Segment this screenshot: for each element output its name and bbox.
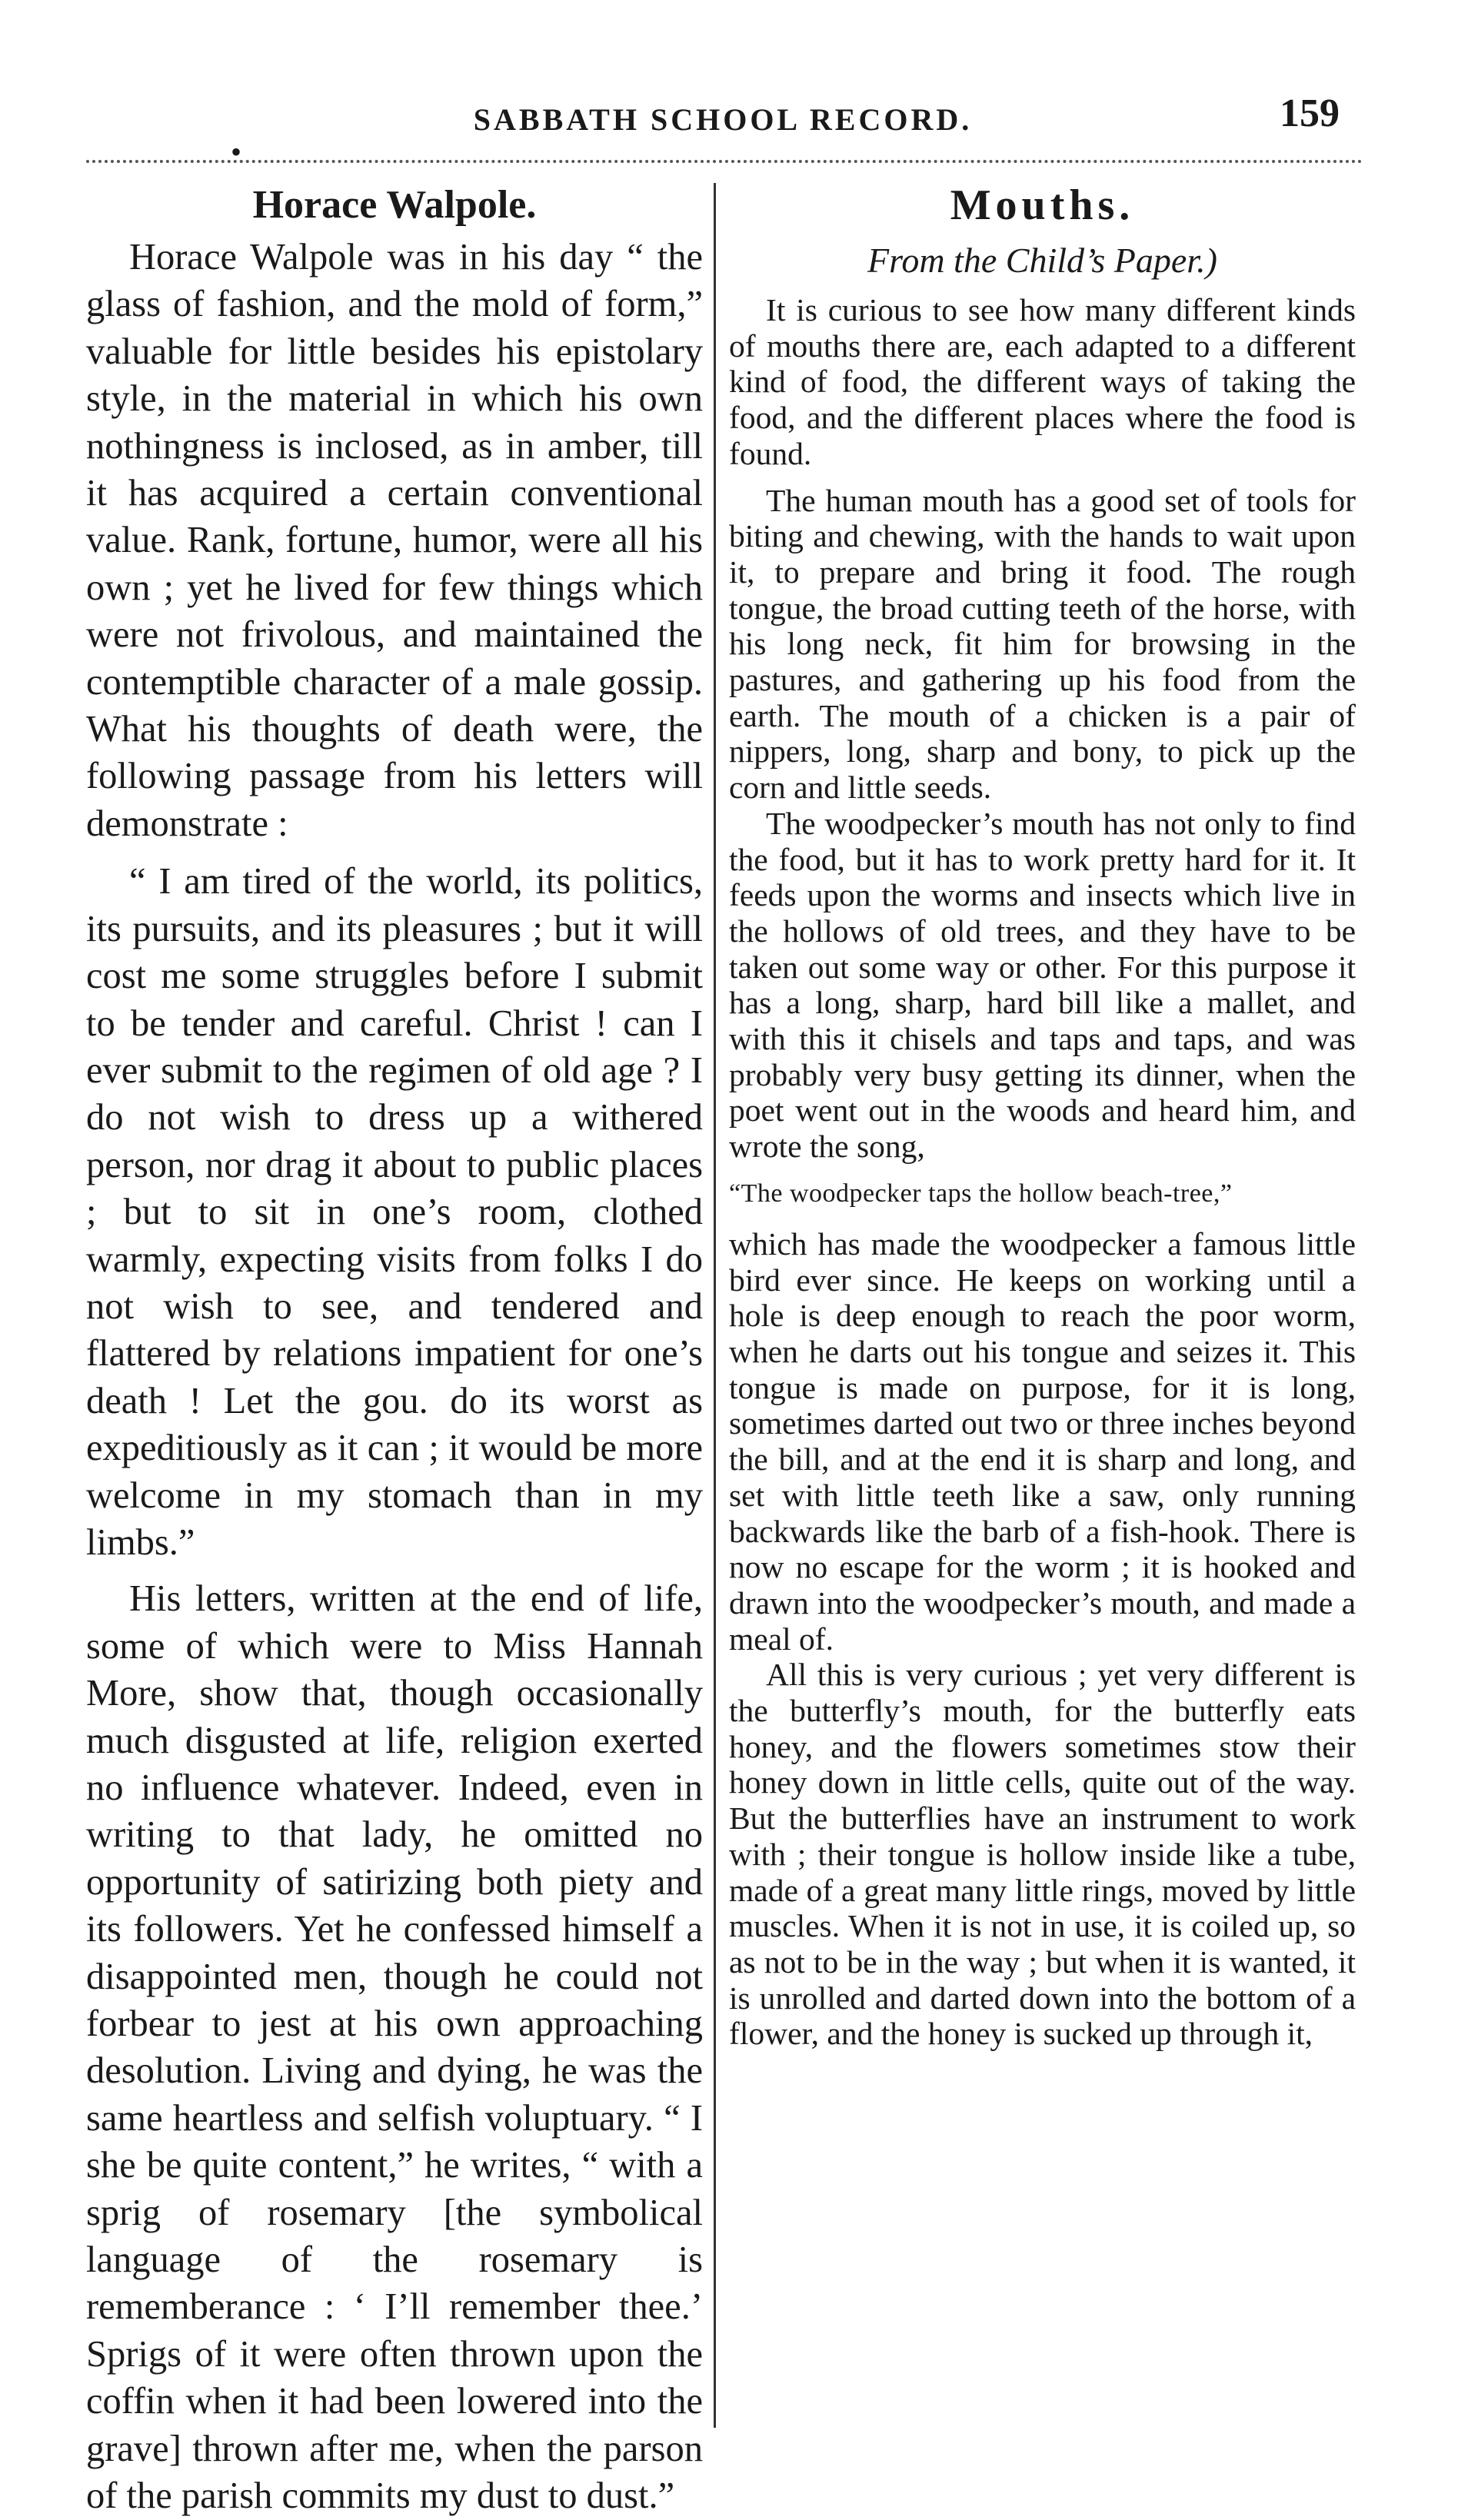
mouths-paragraph-4: which has made the woodpecker a famous little bird ever since. He keeps on working until a hole is deep enough to reach the poor worm, when he darts out his tongue and seizes it. This tongue is made on purpose, for it is long, sometimes darted out two or three inches beyond the bill, and at the end it is sharp and long, and set with little teeth like a saw, only running backwards like the barb of a fish-hook. There is now no escape for the worm ; it is hooked and drawn into the woodpecker’s mouth, and made a meal of.	[729, 1225, 1356, 1657]
left-column	[86, 178, 703, 2520]
mouths-paragraph-1: It is curious to see how many different kinds of mouths there are, each adapted to a different kind of food, the different ways of taking the food, and the different places where the food is found.	[729, 292, 1356, 471]
page-number: 159	[1280, 91, 1340, 135]
running-header	[85, 91, 1361, 169]
mouths-paragraph-3: The woodpecker’s mouth has not only to find the food, but it has to work pretty hard for it. It feeds upon the worms and insects which live in the hollows of old trees, and they have to be taken out some way or other. For this purpose it has a long, sharp, hard bill like a mallet, and with this it chisels and taps and taps, and was probably very busy getting its dinner, when the poet went out in the woods and heard him, and wrote the song,	[729, 805, 1356, 1165]
article-byline: From the Child’s Paper.)	[867, 241, 1217, 280]
walpole-paragraph-1: Horace Walpole was in his day “ the glass of fashion, and the mold of form,” valuable for little besides his epistolary style, in the material in which his own nothingness is inclosed, as in amber, till it has acquired a certain conventional value. Rank, fortune, humor, were all his own ; yet he lived for few things which were not frivolous, and maintained the contemptible character of a male gossip. What his thoughts of death were, the following passage from his letters will demonstrate :	[86, 237, 703, 844]
header-mark: •	[231, 135, 242, 169]
walpole-quote-paragraph: “ I am tired of the world, its politics, its pursuits, and its pleasures ; but it will cost me some struggles before I submit to be tender and careful. Christ ! can I ever submit to the regimen of old age ? I do not wish to dress up a withered person, nor drag it about to public places ; but to sit in one’s room, clothed warmly, expecting visits from folks I do not wish to see, and tendered and flattered by relations impatient for one’s death ! Let the gou. do its worst as expeditiously as it can ; it would be more welcome in my stomach than in my limbs.”	[86, 861, 703, 1563]
article-title-mouths: Mouths.	[950, 181, 1135, 229]
running-title: SABBATH SCHOOL RECORD.	[473, 102, 973, 137]
column-divider	[714, 183, 716, 2428]
mouths-paragraph-2: The human mouth has a good set of tools for biting and chewing, with the hands to wait upon it, to prepare and bring it food. The rough tongue, the broad cutting teeth of the horse, with his long neck, fit him for browsing in the pastures, and gathering up his food from the earth. The mouth of a chicken is a pair of nippers, long, sharp and bony, to pick up the corn and little seeds.	[729, 482, 1356, 806]
mouths-paragraph-5: All this is very curious ; yet very different is the butterfly’s mouth, for the butterfly eats honey, and the flowers sometimes stow their honey down in little cells, quite out of the way. But the butterflies have an instrument to work with ; their tongue is hollow inside like a tube, made of a great many little rings, moved by little muscles. When it is not in use, it is coiled up, so as not to be in the way ; but when it is wanted, it is unrolled and darted down into the bottom of a flower, and the honey is sucked up through it,	[729, 1657, 1356, 2052]
article-title-walpole: Horace Walpole.	[252, 183, 537, 227]
woodpecker-quote: “The woodpecker taps the hollow beach-tree,”	[729, 1179, 1233, 1208]
walpole-paragraph-3: His letters, written at the end of life, some of which were to Miss Hannah More, show that, though occasionally much disgusted at life, religion exerted no influence whatever. Indeed, even in writing to that lady, he omitted no opportunity of satirizing both piety and its followers. Yet he confessed himself a disappointed men, though he could not forbear to jest at his own approaching desolution. Living and dying, he was the same heartless and selfish voluptuary. “ I she be quite content,” he writes, “ with a sprig of rosemary [the symbolical language of the rosemary is rememberance : ‘ I’ll remember thee.’ Sprigs of it were often thrown upon the coffin when it had been lowered into the grave] thrown after me, when the parson of the parish commits my dust to dust.”	[86, 1578, 703, 2517]
header-rule	[86, 160, 1363, 163]
right-column	[729, 178, 1356, 2052]
